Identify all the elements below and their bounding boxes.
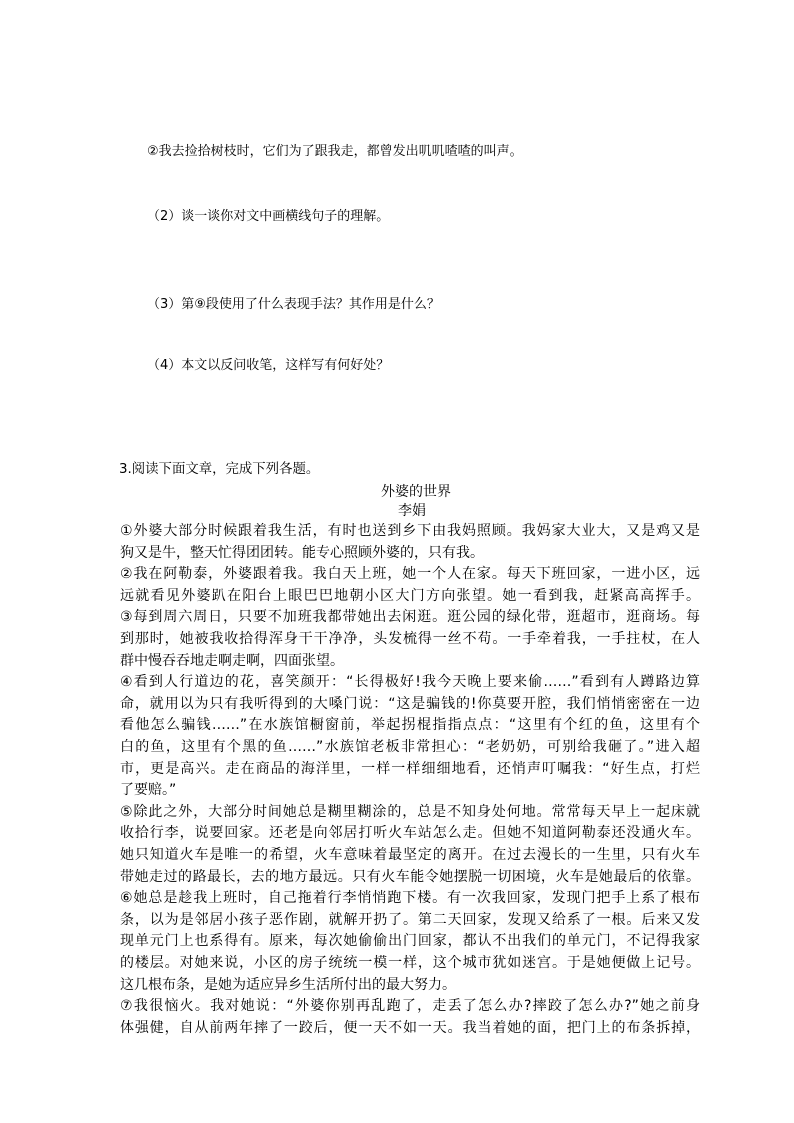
article-line: 的楼层。对她来说，小区的房子统统一模一样，这个城市犹如迷宫。于是她便做上记号。 — [120, 955, 700, 971]
section-3-instruction: 3.阅读下面文章，完成下列各题。 — [119, 462, 320, 477]
article-line: 收拾行李，说要回家。还老是向邻居打听火车站怎么走。但她不知道阿勒泰还没通火车。 — [120, 825, 700, 842]
article-line: ①外婆大部分时候跟着我生活，有时也送到乡下由我妈照顾。我妈家大业大，又是鸡又是 — [120, 523, 700, 539]
article-line: 白的鱼，这里有个黑的鱼……”水族馆老板非常担心：“老奶奶，可别给我砸了。”进入超 — [120, 739, 700, 755]
question-3: （3）第⑨段使用了什么表现手法？其作用是什么？ — [147, 297, 440, 312]
question-1-sentence: ②我去捡拾树枝时，它们为了跟我走，都曾发出叽叽喳喳的叫声。 — [147, 144, 523, 159]
question-4: （4）本文以反问收笔，这样写有何好处？ — [147, 358, 390, 373]
article-line: ②我在阿勒泰，外婆跟着我。我白天上班，她一个人在家。每天下班回家，一进小区，远 — [120, 566, 700, 583]
question-2: （2）谈一谈你对文中画横线句子的理解。 — [147, 209, 390, 224]
article-line: 现单元门上也系得有。原来，每次她偷偷出门回家，都认不出我们的单元门，不记得我家 — [120, 933, 700, 950]
article-line: 群中慢吞吞地走啊走啊，四面张望。 — [120, 652, 344, 669]
article-line: 狗又是牛，整天忙得团团转。能专心照顾外婆的，只有我。 — [120, 544, 484, 561]
article-line: 看他怎么骗钱……”在水族馆橱窗前，举起拐棍指指点点：“这里有个红的鱼，这里有个 — [120, 717, 700, 734]
article-line: ③每到周六周日，只要不加班我都带她出去闲逛。逛公园的绿化带，逛超市，逛商场。每 — [120, 609, 700, 626]
article-line: ④看到人行道边的花，喜笑颜开：“长得极好!我今天晚上要来偷……”看到有人蹲路边算 — [120, 674, 700, 691]
article-line: ⑤除此之外，大部分时间她总是糊里糊涂的，总是不知身处何地。常常每天早上一起床就 — [120, 803, 700, 820]
article-line: ⑥她总是趁我上班时，自己拖着行李悄悄跑下楼。有一次我回家，发现门把手上系了根布 — [120, 890, 700, 907]
article-line: 了要赔。” — [120, 782, 177, 799]
article-line: 市，更是高兴。走在商品的海洋里，一样一样细细地看，还悄声叮嘱我：“好生点，打烂 — [120, 760, 700, 777]
article-author: 李娟 — [398, 503, 426, 519]
article-line: 条，以为是邻居小孩子恶作剧，就解开扔了。第二天回家，发现又给系了一根。后来又发 — [120, 911, 700, 928]
article-line: 体强健，自从前两年摔了一跤后，便一天不如一天。我当着她的面，把门上的布条拆掉， — [120, 1019, 700, 1036]
article-line: 命，就用以为只有我听得到的大嗓门说：“这是骗钱的!你莫要开腔，我们悄悄密密在一边 — [120, 695, 700, 712]
article-line: 她只知道火车是唯一的希望，火车意味着最坚定的离开。在过去漫长的一生里，只有火车 — [120, 847, 700, 863]
article-line: 这几根布条，是她为适应异乡生活所付出的最大努力。 — [120, 976, 456, 993]
article-line: ⑦我很恼火。我对她说：“外婆你别再乱跑了，走丢了怎么办?摔跤了怎么办?”她之前身 — [120, 998, 700, 1015]
article-title: 外婆的世界 — [381, 484, 451, 500]
article-line: 带她走过的路最长，去的地方最远。只有火车能令她摆脱一切困境，火车是她最后的依靠。 — [120, 868, 700, 885]
article-line: 远就看见外婆趴在阳台上眼巴巴地朝小区大门方向张望。她一看到我，赶紧高高挥手。 — [120, 587, 700, 604]
article-line: 到那时，她被我收拾得浑身干干净净，头发梳得一丝不苟。一手牵着我，一手拄杖，在人 — [120, 631, 700, 647]
